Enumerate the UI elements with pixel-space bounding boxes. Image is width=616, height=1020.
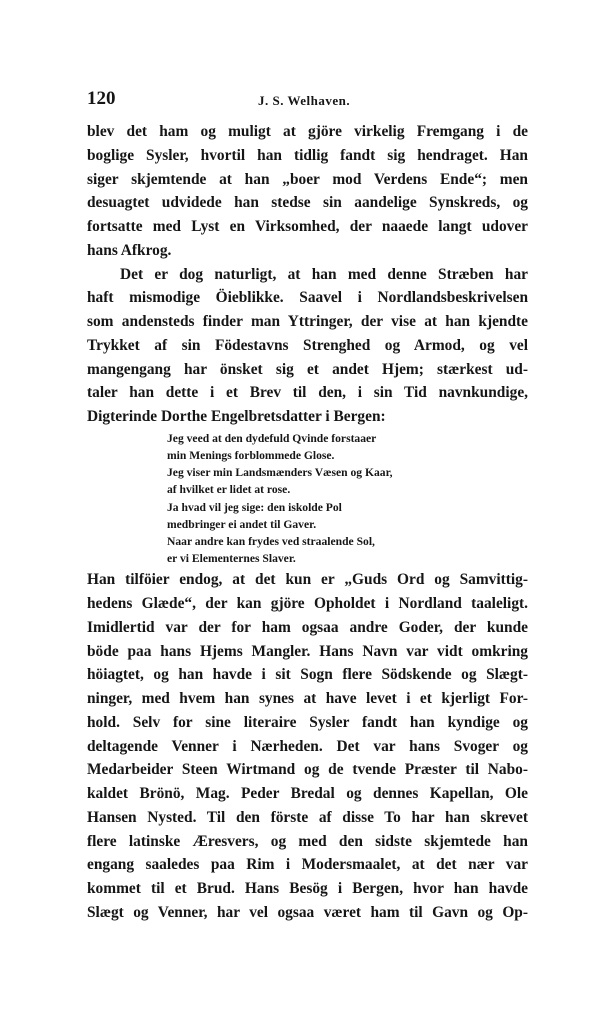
text-line: hold. Selv for sine literaire Sysler fandt han kyndige og bbox=[87, 713, 528, 731]
poem-line: Jeg veed at den dydefuld Qvinde forstaaer bbox=[167, 431, 377, 445]
text-line: mangengang har önsket sig et andet Hjem; stærkest ud- bbox=[87, 360, 528, 378]
poem-block bbox=[87, 430, 528, 568]
text-line: Medarbeider Steen Wirtmand og de tvende Præster til Nabo- bbox=[87, 761, 528, 779]
text-line: kaldet Brönö, Mag. Peder Bredal og dennes Kapellan, Ole bbox=[87, 785, 528, 802]
text-line: Digterinde Dorthe Engelbretsdatter i Bergen: bbox=[87, 408, 386, 425]
poem-line: Jeg viser min Landsmænders Væsen og Kaar, bbox=[167, 466, 393, 480]
poem-line: medbringer ei andet til Gaver. bbox=[167, 517, 317, 531]
poem-line: af hvilket er lidet at rose. bbox=[167, 483, 291, 497]
text-line: Det er dog naturligt, at han med denne Stræben har bbox=[120, 265, 528, 283]
text-line: siger skjemtende at han „boer mod Verdens Ende“; men bbox=[87, 170, 528, 188]
body-text bbox=[87, 120, 528, 925]
text-line: flere latinske Æresvers, og med den sidste skjemtede han bbox=[87, 832, 528, 850]
text-line: fortsatte med Lyst en Virksomhed, der naaede langt udover bbox=[87, 218, 528, 235]
text-line: höiagtet, og han havde i sit Sogn flere Södskende og Slægt- bbox=[87, 666, 528, 684]
text-line: engang saaledes paa Rim i Modersmaalet, at det nær var bbox=[87, 856, 528, 874]
text-line: kommet til et Brud. Hans Besög i Bergen, hvor han havde bbox=[87, 880, 528, 897]
paragraph-1 bbox=[87, 120, 528, 263]
paragraph-2 bbox=[87, 263, 528, 429]
text-line: boglige Sysler, hvortil han tidlig fandt sig hendraget. Han bbox=[87, 146, 528, 164]
text-line: Slægt og Venner, har vel ogsaa været ham til Gavn og Op- bbox=[87, 903, 528, 921]
text-line: Han tilföier endog, at det kun er „Guds Ord og Samvittig- bbox=[87, 571, 528, 589]
text-line: haft mismodige Öieblikke. Saavel i Nordlandsbeskrivelsen bbox=[87, 289, 528, 307]
text-line: desuagtet udvidede han stedse sin aandelige Synskreds, og bbox=[87, 194, 528, 212]
text-line: ninger, med hvem han synes at have levet i et kjerligt For- bbox=[87, 690, 528, 707]
paragraph-3 bbox=[87, 568, 528, 924]
page-number: 120 bbox=[87, 88, 116, 109]
text-line: Trykket af sin Födestavns Strenghed og Armod, og vel bbox=[87, 336, 528, 354]
text-line: hans Afkrog. bbox=[87, 241, 172, 259]
text-line: som andensteds finder man Yttringer, der vise at han kjendte bbox=[87, 313, 528, 330]
text-line: Hansen Nysted. Til den förste af disse To har han skrevet bbox=[87, 808, 528, 826]
text-line: böde paa hans Hjems Mangler. Hans Navn var vidt omkring bbox=[87, 642, 528, 660]
text-line: deltagende Venner i Nærheden. Det var hans Svoger og bbox=[87, 737, 528, 755]
text-line: Imidlertid var der for ham ogsaa andre Goder, der kunde bbox=[87, 618, 528, 636]
running-head: J. S. Welhaven. bbox=[258, 93, 351, 108]
poem-line: Naar andre kan frydes ved straalende Sol, bbox=[167, 534, 375, 548]
text-line: taler han dette i et Brev til den, i sin Tid navnkundige, bbox=[87, 384, 528, 402]
poem-line: Ja hvad vil jeg sige: den iskolde Pol bbox=[167, 500, 342, 514]
text-line: blev det ham og muligt at gjöre virkelig Fremgang i de bbox=[87, 123, 528, 140]
poem-line: er vi Elementernes Slaver. bbox=[167, 552, 296, 566]
poem-line: min Menings forblommede Glose. bbox=[167, 448, 335, 462]
text-line: hedens Glæde“, der kan gjöre Opholdet i Nordland taaleligt. bbox=[87, 595, 528, 612]
